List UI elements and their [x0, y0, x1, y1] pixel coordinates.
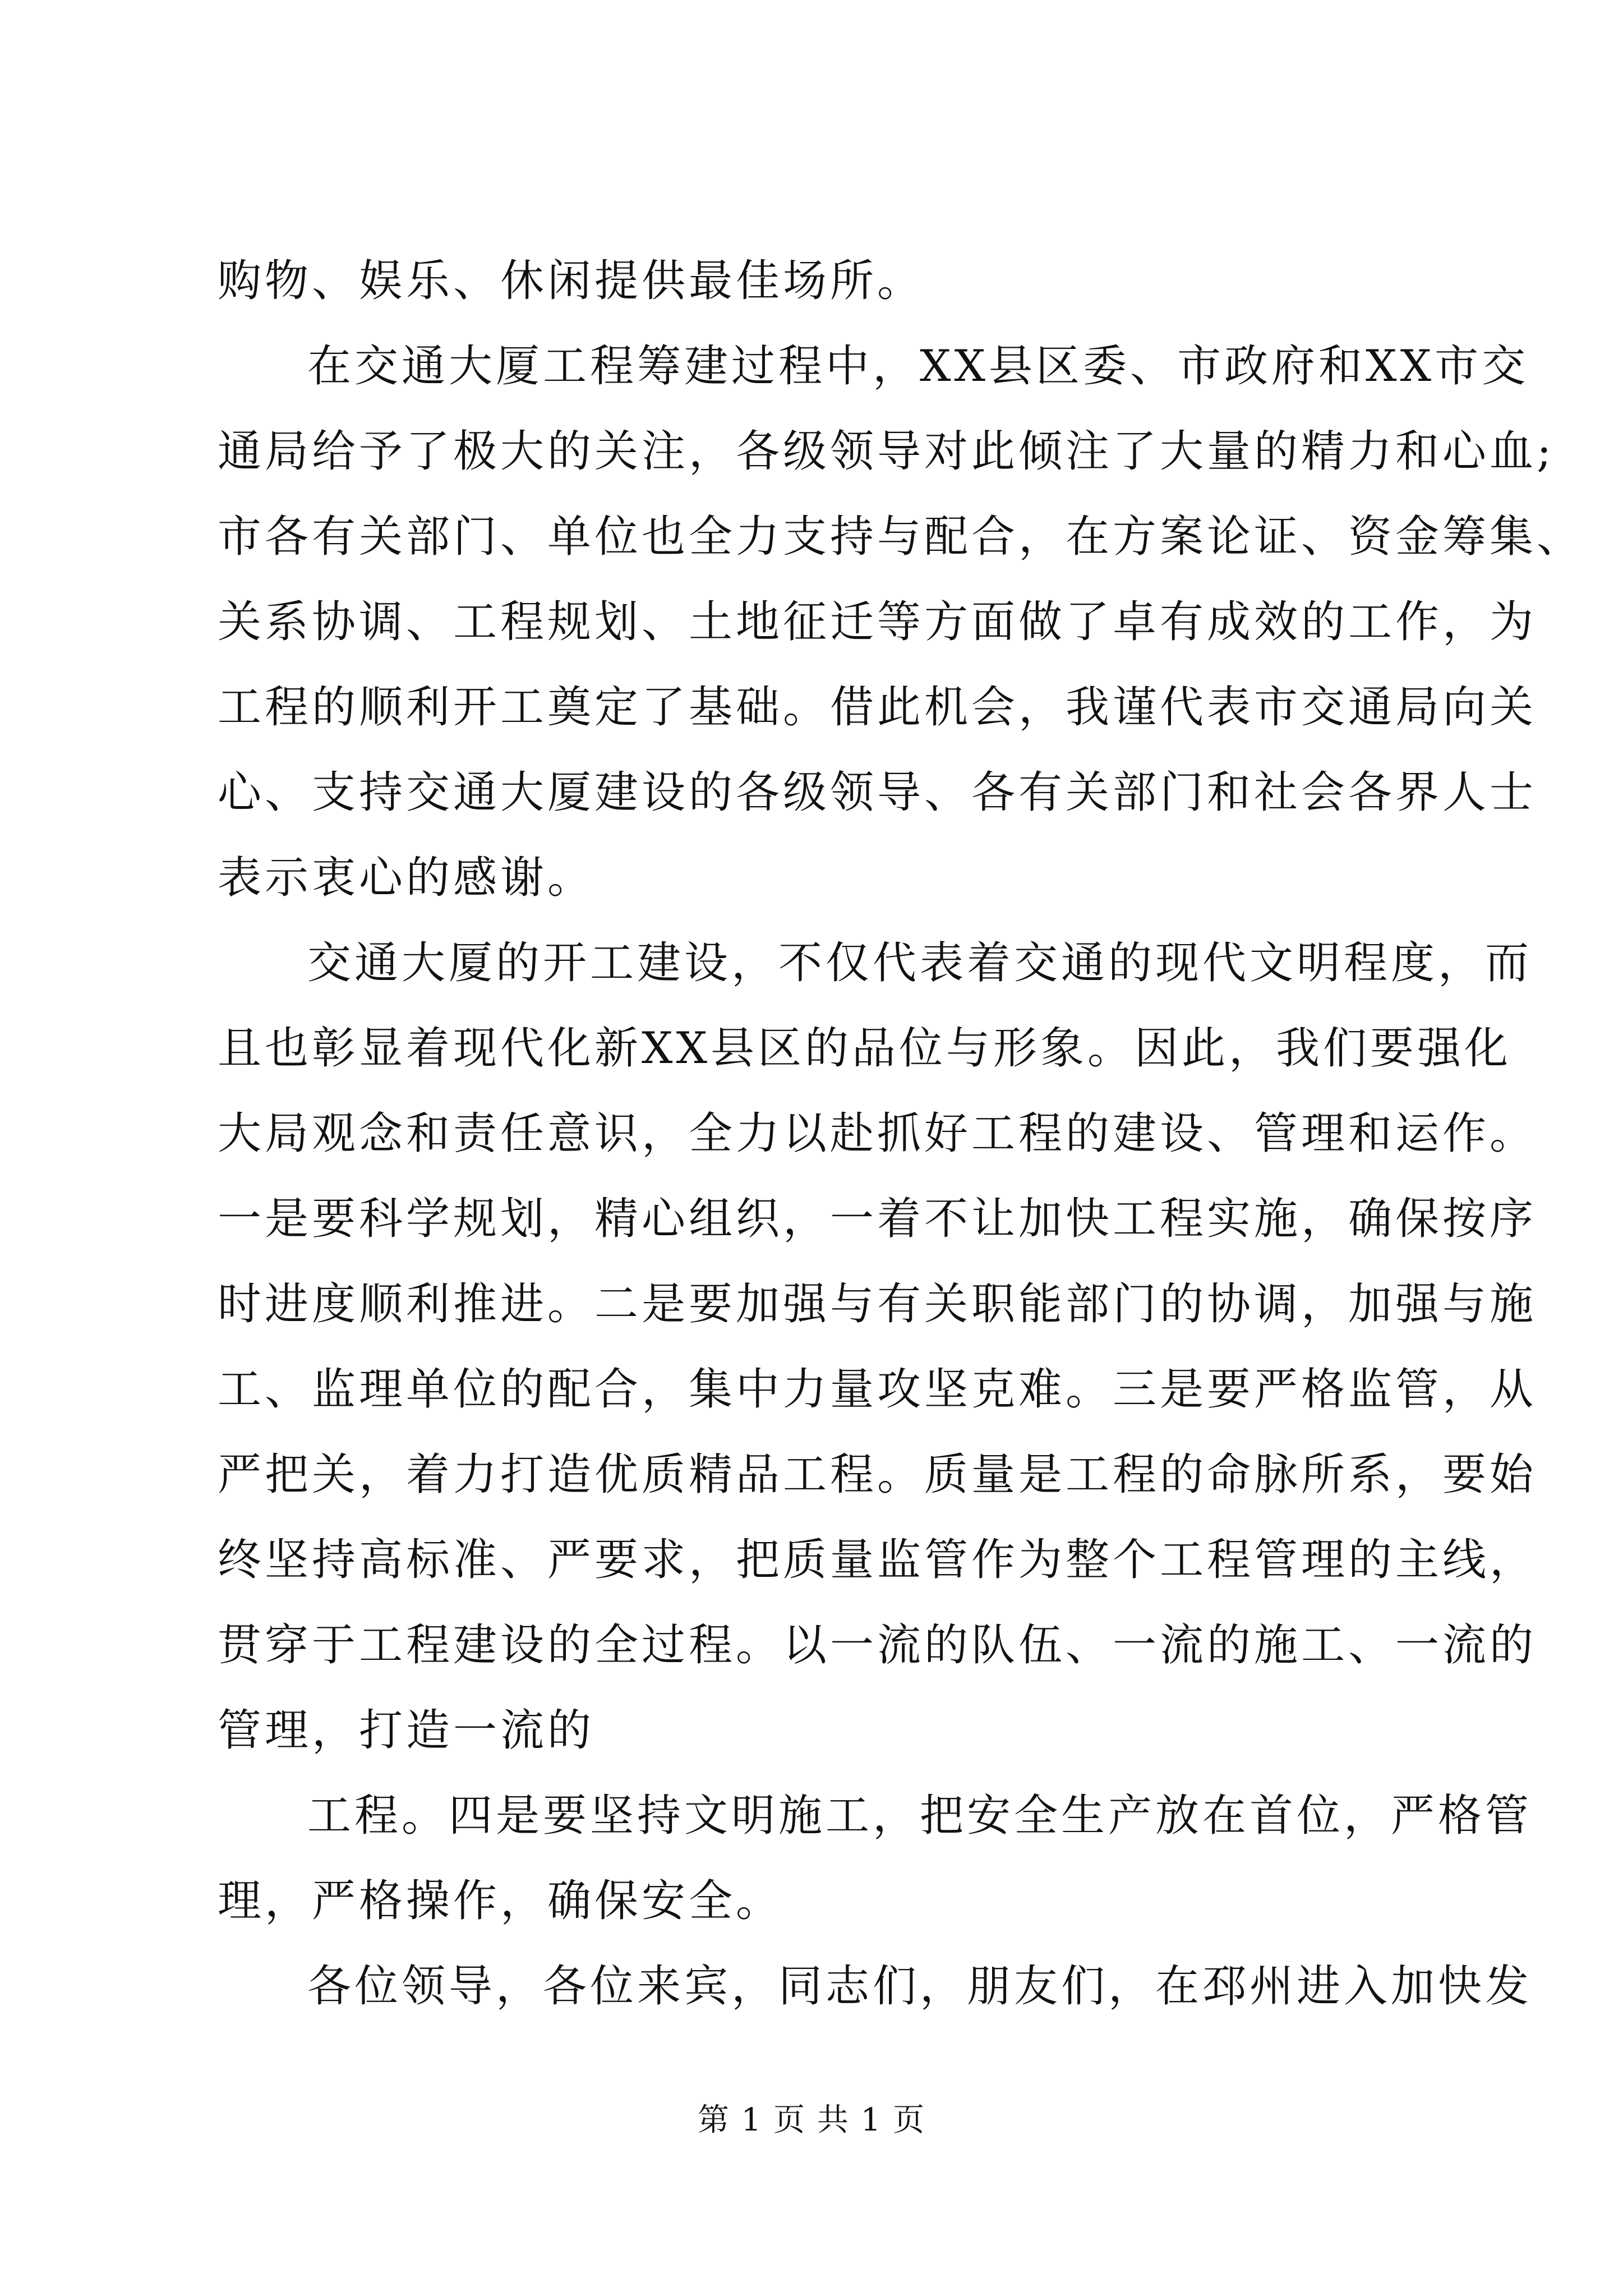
page-number-footer: 第 1 页 共 1 页	[697, 2102, 926, 2138]
text-line: 终坚持高标准、严要求，把质量监管作为整个工程管理的主线，	[218, 1535, 1537, 1585]
text-line: 工程的顺利开工奠定了基础。借此机会，我谨代表市交通局向关	[218, 682, 1537, 733]
text-line: 表示衷心的感谢。	[218, 853, 595, 903]
text-line: 一是要科学规划，精心组织，一着不让加快工程实施，确保按序	[218, 1194, 1537, 1244]
text-line: 工程。四是要坚持文明施工，把安全生产放在首位，严格管	[307, 1791, 1533, 1841]
text-line: 管理，打造一流的	[218, 1705, 595, 1756]
document-body	[218, 238, 1584, 2029]
text-line: 工、监理单位的配合，集中力量攻坚克难。三是要严格监管，从	[218, 1364, 1537, 1415]
text-line: 且也彰显着现代化新XX县区的品位与形象。因此，我们要强化	[218, 1023, 1512, 1074]
text-line: 在交通大厦工程筹建过程中，XX县区委、市政府和XX市交	[307, 341, 1529, 392]
text-line: 关系协调、工程规划、土地征迁等方面做了卓有成效的工作，为	[218, 597, 1537, 647]
text-line: 交通大厦的开工建设，不仅代表着交通的现代文明程度，而	[307, 938, 1533, 988]
text-line: 购物、娱乐、休闲提供最佳场所。	[218, 256, 925, 306]
text-line: 严把关，着力打造优质精品工程。质量是工程的命脉所系，要始	[218, 1450, 1537, 1500]
text-line: 时进度顺利推进。二是要加强与有关职能部门的协调，加强与施	[218, 1279, 1537, 1329]
text-line: 心、支持交通大厦建设的各级领导、各有关部门和社会各界人士	[218, 767, 1537, 818]
text-line: 各位领导，各位来宾，同志们，朋友们，在邳州进入加快发	[307, 1961, 1533, 2012]
text-line: 大局观念和责任意识，全力以赴抓好工程的建设、管理和运作。	[218, 1108, 1537, 1159]
text-line: 市各有关部门、单位也全力支持与配合，在方案论证、资金筹集、	[218, 512, 1584, 562]
text-line: 通局给予了极大的关注，各级领导对此倾注了大量的精力和心血;	[218, 426, 1555, 477]
text-line: 贯穿于工程建设的全过程。以一流的队伍、一流的施工、一流的	[218, 1620, 1537, 1671]
text-line: 理，严格操作，确保安全。	[218, 1876, 783, 1926]
